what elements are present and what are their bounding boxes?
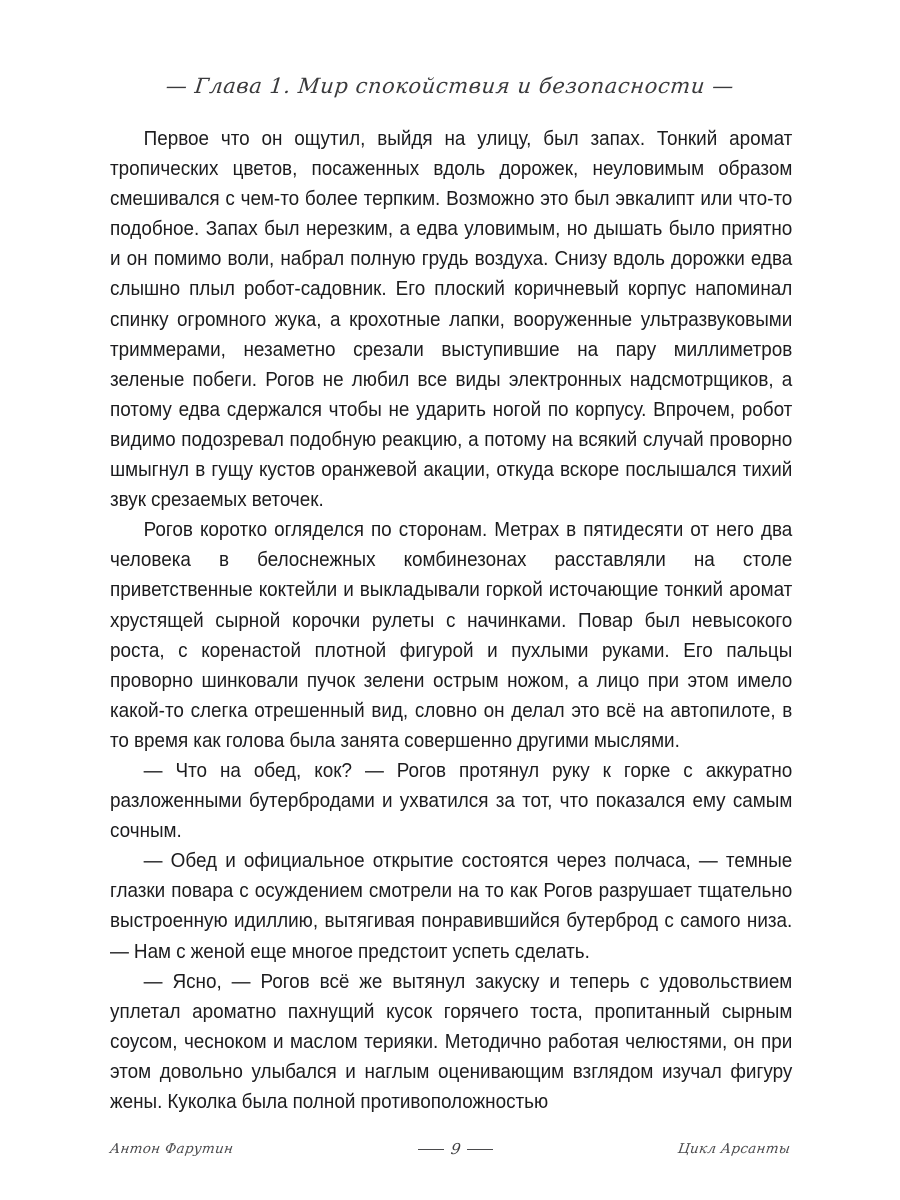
paragraph: — Что на обед, кок? — Рогов протянул руку к горке с аккуратно разложенными бутербродами и ухватился за тот, что показался ему самым сочным. xyxy=(110,759,793,843)
body-text-block xyxy=(110,124,792,1117)
paragraph: — Обед и официальное открытие состоятся через полчаса, — темные глазки повара с осуждением смотрели на то как Рогов разрушает тщательно выстроенную идиллию, вытягивая понравившийся бутерброд с самого низа. — Нам с женой еще многое предстоит успеть сделать. xyxy=(110,850,793,963)
page-number-group xyxy=(233,1139,678,1158)
footer-series: Цикл Арсанты xyxy=(676,1141,792,1157)
page-number-rule-left xyxy=(418,1149,444,1150)
paragraph: — Ясно, — Рогов всё же вытянул закуску и теперь с удовольствием уплетал ароматно пахнущий кусок горячего тоста, пропитанный сырным соусом, чесноком и маслом терияки. Методично работая челюстями, он при этом довольно улыбался и наглым оценивающим взглядом изучал фигуру жены. Куколка была полной противоположностью xyxy=(110,970,793,1113)
paragraph: Первое что он ощутил, выйдя на улицу, был запах. Тонкий аромат тропических цветов, посаженных вдоль дорожек, неуловимым образом смешивался с чем-то более терпким. Возможно это был эвкалипт или что-то подобное. Запах был нерезким, а едва уловимым, но дышать было приятно и он помимо воли, набрал полную грудь воздуха. Снизу вдоль дорожки едва слышно плыл робот-садовник. Его плоский коричневый корпус напоминал спинку огромного жука, а крохотные лапки, вооруженные ультразвуковыми триммерами, незаметно срезали выступившие на пару миллиметров зеленые побеги. Рогов не любил все виды электронных надсмотрщиков, а потому едва сдержался чтобы не ударить ногой по корпусу. Впрочем, робот видимо подозревал подобную реакцию, а потому на всякий случай проворно шмыгнул в гущу кустов оранжевой акации, откуда вскоре послышался тихий звук срезаемых веточек. xyxy=(110,128,793,512)
page-number: 9 xyxy=(449,1139,462,1158)
page-number-rule-right xyxy=(467,1149,493,1150)
paragraph: Рогов коротко огляделся по сторонам. Метрах в пятидесяти от него два человека в белоснежных комбинезонах расставляли на столе приветственные коктейли и выкладывали горкой источающие тонкий аромат хрустящей сырной корочки рулеты с начинками. Повар был невысокого роста, с коренастой плотной фигурой и пухлыми руками. Его пальцы проворно шинковали пучок зелени острым ножом, а лицо при этом имело какой-то слегка отрешенный вид, словно он делал это всё на автопилоте, в то время как голова была занята совершенно другими мыслями. xyxy=(110,519,793,752)
running-head: — Глава 1. Мир спокойствия и безопасности — xyxy=(164,74,736,98)
page-footer xyxy=(110,1134,790,1164)
footer-author: Антон Фарутин xyxy=(108,1141,235,1157)
